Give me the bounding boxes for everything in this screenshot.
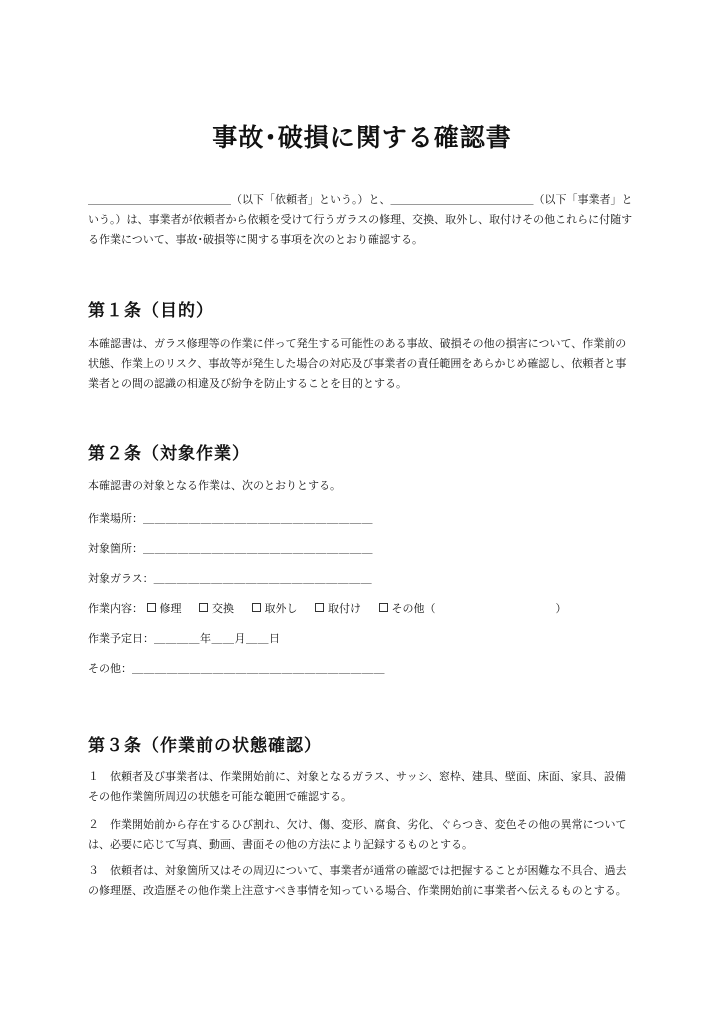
option-replace (199, 602, 234, 615)
intro-paragraph: ＿＿＿＿＿＿＿＿＿＿＿＿＿（以下「依頼者」という。）と、＿＿＿＿＿＿＿＿＿＿＿＿＿（以下「事業者」という。）は、事業者が依頼者から依頼を受けて行うガラスの修理、交換、取外し、取付けその他これらに付随する作業について、事故･破損等に関する事項を次のとおり確認する。 (88, 193, 633, 246)
other-blank: ＿＿＿＿＿＿＿＿＿＿＿＿＿＿＿＿＿＿＿＿＿＿ (132, 662, 385, 675)
article3-paragraph-1: １ 依頼者及び事業者は、作業開始前に、対象となるガラス、サッシ、窓枠、建具、壁面、床面、家具、設備その他作業箇所周辺の状態を可能な範囲で確認する。 (88, 770, 626, 803)
option-install (315, 602, 361, 615)
work-date-label: 作業予定日： (88, 632, 154, 645)
article1-heading: 第１条（目的） (88, 301, 214, 321)
article2-heading: 第２条（対象作業） (88, 444, 250, 464)
article3-heading: 第３条（作業前の状態確認） (88, 736, 322, 756)
checkbox-icon (379, 603, 388, 612)
document-title: 事故･破損に関する確認書 (212, 123, 512, 152)
article3-paragraph-2: ２ 作業開始前から存在するひび割れ、欠け、傷、変形、腐食、劣化、ぐらつき、変色その他の異常については、必要に応じて写真、動画、書面その他の方法により記録するものとする。 (88, 818, 627, 851)
target-glass-field (88, 571, 636, 587)
article2-intro: 本確認書の対象となる作業は、次のとおりとする。 (88, 479, 341, 492)
target-area-label: 対象箇所： (88, 542, 143, 555)
other-field (88, 661, 636, 677)
work-date-field (88, 631, 636, 647)
article1-body: 本確認書は、ガラス修理等の作業に伴って発生する可能性のある事故、破損その他の損害について、作業前の状態、作業上のリスク、事故等が発生した場合の対応及び事業者の責任範囲をあらかじめ確認し、依頼者と事業者との間の認識の相違及び紛争を防止することを目的とする。 (88, 337, 627, 390)
checkbox-icon (147, 603, 156, 612)
work-content-label: 作業内容： (88, 602, 143, 615)
option-repair-label: 修理 (159, 602, 182, 615)
option-replace-label: 交換 (212, 602, 234, 615)
target-glass-blank: ＿＿＿＿＿＿＿＿＿＿＿＿＿＿＿＿＿＿＿ (153, 572, 373, 585)
target-area-field (88, 541, 636, 557)
option-other-close: ） (555, 602, 567, 615)
checkbox-icon (252, 603, 261, 612)
checkbox-icon (199, 603, 208, 612)
option-other-label: その他（ (391, 602, 436, 615)
work-date-value: ＿＿＿＿年＿＿月＿＿日 (154, 632, 281, 645)
other-label: その他： (88, 662, 132, 675)
target-glass-label: 対象ガラス： (88, 572, 154, 585)
work-content-field (88, 601, 636, 617)
article3-paragraph-3: ３ 依頼者は、対象箇所又はその周辺について、事業者が通常の確認では把握することが困難な不具合、過去の修理歴、改造歴その他作業上注意すべき事情を知っている場合、作業開始前に事業者へ伝えるものとする。 (88, 864, 627, 897)
work-location-label: 作業場所： (88, 512, 143, 525)
checkbox-icon (315, 603, 324, 612)
option-remove-label: 取外し (264, 602, 298, 615)
option-other (379, 602, 567, 615)
work-location-blank: ＿＿＿＿＿＿＿＿＿＿＿＿＿＿＿＿＿＿＿＿ (143, 512, 373, 525)
option-remove (252, 602, 298, 615)
option-repair (147, 602, 182, 615)
option-install-label: 取付け (328, 602, 361, 615)
target-area-blank: ＿＿＿＿＿＿＿＿＿＿＿＿＿＿＿＿＿＿＿＿ (143, 542, 373, 555)
work-location-field (88, 511, 636, 527)
